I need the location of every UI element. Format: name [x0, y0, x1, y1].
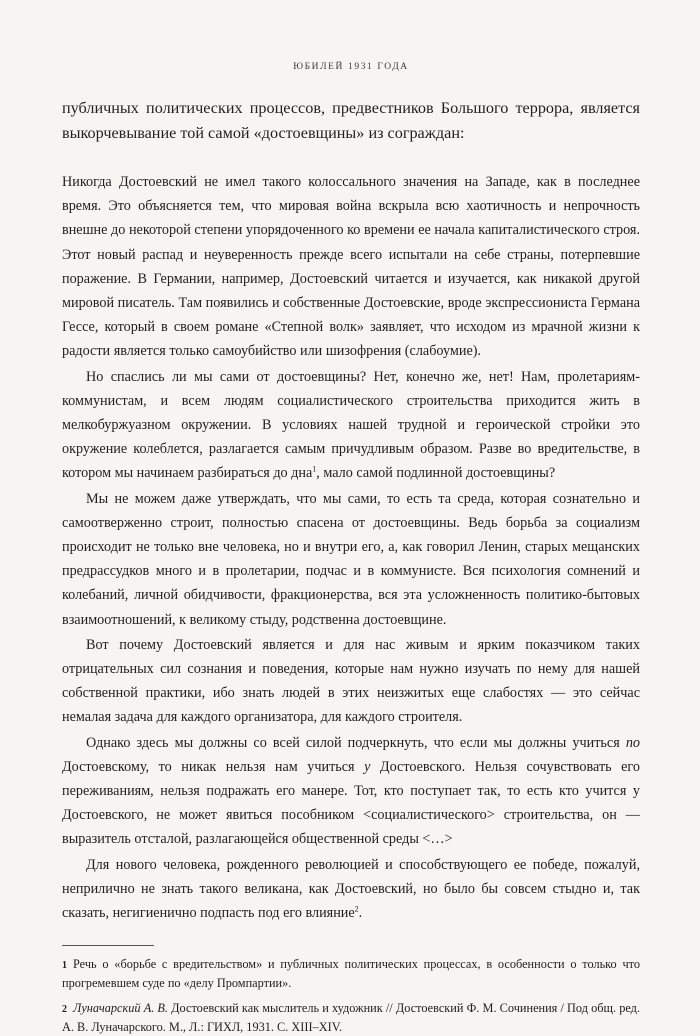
quote-paragraph-5 — [62, 731, 640, 852]
quote-paragraph-3: Мы не можем даже утверждать, что мы сами, то есть та среда, которая сознательно и самоотверженно строит, полностью спасена от достоевщины. Ведь борьба за социализм происходит не только вне человека, но и внутри его, а, как говорил Ленин, старых мещанских предрассудков много и в пролетарии, подчас и в коммунисте. Вся психология сомнений и колебаний, личной обидчивости, фракционерства, вся эта усложненность политико-бытовых взаимоотношений, к великому стыду, родственна достоевщине. — [62, 490, 640, 628]
footnote-2-text: Достоевский как мыслитель и художник // Достоевский Ф. М. Сочинения / Под общ. ред. А. В. Луначарского. М., Л.: ГИХЛ, 1931. С. XIII–XIV. — [62, 1001, 640, 1034]
footnote-2-number: 2 — [62, 1004, 67, 1016]
quote-paragraph-6 — [62, 853, 640, 926]
block-quote — [62, 170, 640, 925]
quote-paragraph-5-text-c: Достоевского. Нельзя сочувствовать его переживаниям, нельзя подражать его манере. Тот, кто поступает так, то есть кто учится у Достоевского, не может явиться пособником <социалистического> строительства, он — выразитель отсталой, разлагающейся общественной среды <…> — [62, 758, 640, 848]
footnote-divider — [62, 945, 154, 946]
footnote-2-author: Луначарский А. В. — [73, 1001, 169, 1016]
emphasis-u: у — [364, 758, 371, 775]
footnotes — [62, 956, 640, 1036]
footnote-1-number: 1 — [62, 960, 67, 972]
quote-paragraph-2-tail: , мало самой подлинной достоевщины? — [316, 465, 556, 482]
quote-paragraph-4: Вот почему Достоевский является и для нас живым и ярким показчиком таких отрицательных сил сознания и поведения, которые нам нужно изучать по нему для нашей собственной практики, ибо знать людей в этих неизжитых еще слабостях — это сейчас немалая задача для каждого организатора, для каждого строителя. — [62, 636, 640, 726]
quote-paragraph-2-text: Но спаслись ли мы сами от достоевщины? Нет, конечно же, нет! Нам, пролетариям-коммунистам, и всем людям социалистического строительства приходится жить в мелкобуржуазном окружении. В условиях нашей трудной и героической стройки это окружение колеблется, разлагается самым причудливым образом. Разве во вредительстве, в котором мы начинаем разбираться до дна — [62, 368, 640, 482]
quote-paragraph-1: Никогда Достоевский не имел такого колоссального значения на Западе, как в последнее время. Это объясняется тем, что мировая война вскрыла всю хаотичность и непрочность внешне до некоторой степени упорядоченного ко времени ее начала капиталистического строя. Этот новый распад и неуверенность прежде всего испытали на себе страны, потерпевшие поражение. В Германии, например, Достоевский читается и изучается, как никакой другой мировой писатель. Там появились и собственные Достоевские, вроде экспрессиониста Германа Гессе, который в своем романе «Степной волк» заявляет, что исходом из мрачной жизни к радости является только самоубийство или шизофрения (слабоумие). — [62, 174, 640, 360]
footnote-1-text: Речь о «борьбе с вредительством» и публичных политических процессах, в особенности о только что прогремевшем суде по «делу Промпартии». — [62, 957, 640, 990]
running-head: ЮБИЛЕЙ 1931 ГОДА — [293, 62, 409, 72]
footnote-ref-1[interactable]: 1 — [312, 464, 317, 474]
quote-paragraph-6-text: Для нового человека, рожденного революцией и способствующего ее победе, пожалуй, неприлично не знать такого великана, как Достоевский, но было бы совсем стыдно и, так сказать, негигиенично подпасть под его влияние — [62, 856, 640, 922]
footnote-ref-2[interactable]: 2 — [354, 904, 359, 914]
emphasis-po: по — [625, 734, 640, 751]
footnote-1 — [62, 956, 640, 992]
quote-paragraph-5-text-b: Достоевскому, то никак нельзя нам учиться — [62, 758, 365, 775]
quote-paragraph-2 — [62, 365, 640, 486]
intro-paragraph: публичных политических процессов, предвестников Большого террора, является выкорчевывание той самой «достоевщины» из сограждан: — [62, 99, 640, 142]
quote-paragraph-5-text-a: Однако здесь мы должны со всей силой подчеркнуть, что если мы должны учиться — [86, 734, 626, 751]
quote-paragraph-6-tail: . — [358, 905, 363, 922]
footnote-2 — [62, 1000, 640, 1036]
